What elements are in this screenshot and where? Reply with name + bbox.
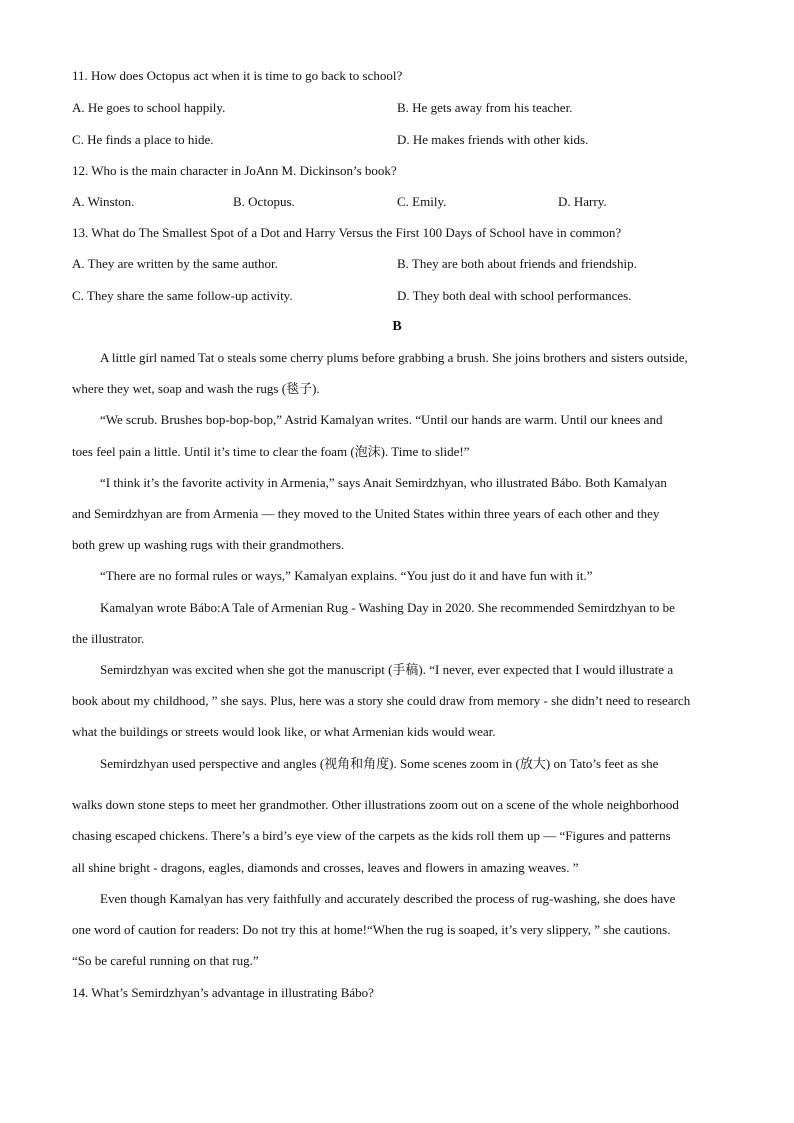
question-12: 12. Who is the main character in JoAnn M. Dickinson’s book?	[72, 163, 397, 178]
q11-option-c: C. He finds a place to hide.	[72, 132, 214, 147]
passage-line: Semirdzhyan was excited when she got the manuscript (手稿). “I never, ever expected that I would illustrate a	[100, 662, 674, 677]
question-11: 11. How does Octopus act when it is time to go back to school?	[72, 68, 403, 83]
q13-option-d: D. They both deal with school performances.	[397, 288, 632, 303]
passage-line: “There are no formal rules or ways,” Kamalyan explains. “You just do it and have fun with it.”	[100, 568, 593, 583]
passage-line: walks down stone steps to meet her grandmother. Other illustrations zoom out on a scene of the whole neighborhood	[72, 797, 679, 812]
q12-option-d: D. Harry.	[558, 194, 607, 209]
passage-line: the illustrator.	[72, 631, 145, 646]
q11-option-d: D. He makes friends with other kids.	[397, 132, 589, 147]
question-14: 14. What’s Semirdzhyan’s advantage in illustrating Bábo?	[72, 985, 374, 1000]
q13-option-c: C. They share the same follow-up activity.	[72, 288, 293, 303]
q11-option-a: A. He goes to school happily.	[72, 100, 226, 115]
q12-option-b: B. Octopus.	[233, 194, 295, 209]
passage-line: “So be careful running on that rug.”	[72, 953, 259, 968]
passage-line: chasing escaped chickens. There’s a bird’s eye view of the carpets as the kids roll them up — “Figures and patterns	[72, 828, 671, 843]
passage-line: toes feel pain a little. Until it’s time to clear the foam (泡沫). Time to slide!”	[72, 444, 470, 459]
passage-line: where they wet, soap and wash the rugs (毯子).	[72, 381, 320, 396]
question-13: 13. What do The Smallest Spot of a Dot and Harry Versus the First 100 Days of School have in common?	[72, 225, 622, 240]
passage-line: A little girl named Tat o steals some cherry plums before grabbing a brush. She joins brothers and sisters outside,	[100, 350, 688, 365]
passage-line: one word of caution for readers: Do not try this at home!“When the rug is soaped, it’s very slippery, ” she cautions.	[72, 922, 671, 937]
q13-option-a: A. They are written by the same author.	[72, 256, 278, 271]
q12-option-c: C. Emily.	[397, 194, 447, 209]
passage-line: Kamalyan wrote Bábo:A Tale of Armenian Rug - Washing Day in 2020. She recommended Semirdzhyan to be	[100, 600, 675, 615]
passage-line: book about my childhood, ” she says. Plus, here was a story she could draw from memory - she didn’t need to research	[72, 693, 691, 708]
q13-option-b: B. They are both about friends and friendship.	[397, 256, 637, 271]
passage-line: both grew up washing rugs with their grandmothers.	[72, 537, 345, 552]
passage-line: Semirdzhyan used perspective and angles (视角和角度). Some scenes zoom in (放大) on Tato’s feet as she	[100, 756, 659, 771]
passage-line: Even though Kamalyan has very faithfully and accurately described the process of rug-washing, she does have	[100, 891, 676, 906]
passage-line: and Semirdzhyan are from Armenia — they moved to the United States within three years of each other and they	[72, 506, 660, 521]
q12-option-a: A. Winston.	[72, 194, 135, 209]
passage-line: all shine bright - dragons, eagles, diamonds and crosses, leaves and flowers in amazing weaves. ”	[72, 860, 579, 875]
passage-line: “I think it’s the favorite activity in Armenia,” says Anait Semirdzhyan, who illustrated Bábo. Both Kamalyan	[100, 475, 667, 490]
section-heading: B	[392, 319, 402, 334]
q11-option-b: B. He gets away from his teacher.	[397, 100, 573, 115]
passage-line: what the buildings or streets would look like, or what Armenian kids would wear.	[72, 724, 496, 739]
passage-line: “We scrub. Brushes bop-bop-bop,” Astrid Kamalyan writes. “Until our hands are warm. Until our knees and	[100, 412, 663, 427]
